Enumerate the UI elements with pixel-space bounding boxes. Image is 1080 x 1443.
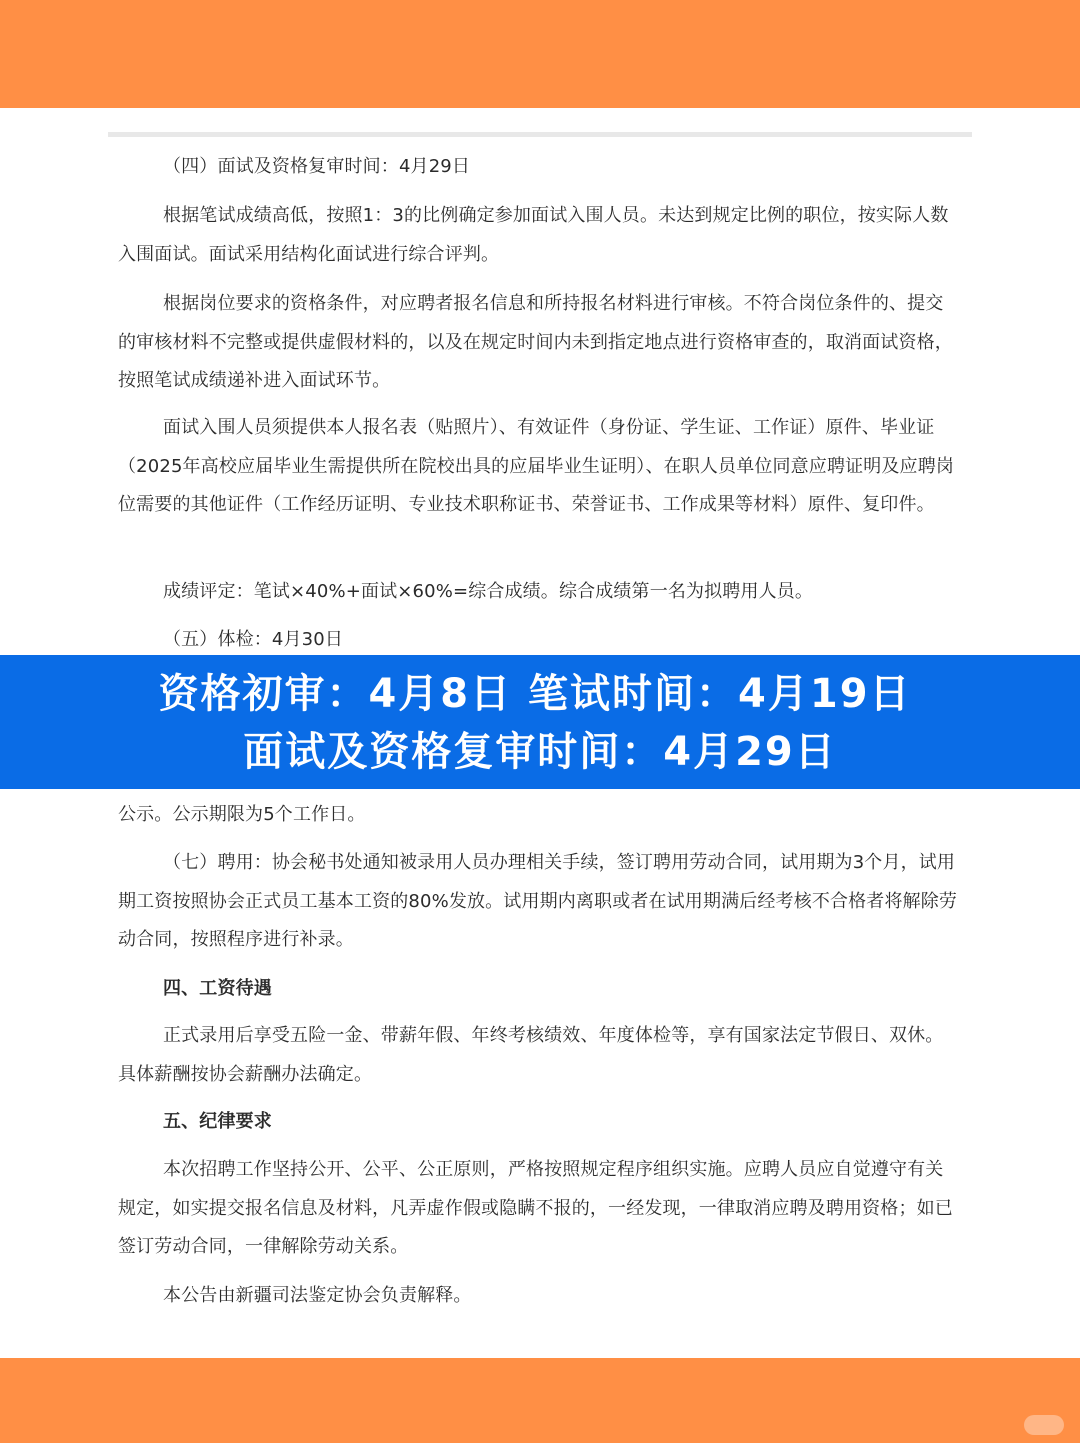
section-7-paragraph: （七）聘用：协会秘书处通知被录用人员办理相关手续，签订聘用劳动合同，试用期为3个月，试用期工资按照协会正式员工基本工资的80%发放。试用期内离职或者在试用期满后经考核不合格者将解除劳动合同，按照程序进行补录。 [118, 852, 958, 950]
closing-statement: 本公告由新疆司法鉴定协会负责解释。 [163, 1285, 472, 1306]
section-4-paragraph-3: 面试入围人员须提供本人报名表（贴照片）、有效证件（身份证、学生证、工作证）原件、毕业证（2025年高校应届毕业生需提供所在院校出具的应届毕业生证明）、在职人员单位同意应聘证明及应聘岗位需要的其他证件（工作经历证明、专业技术职称证书、荣誉证书、工作成果等材料）原件、复印件。 [118, 417, 955, 515]
section-4-paragraph-4: 成绩评定：笔试×40%+面试×60%=综合成绩。综合成绩第一名为拟聘用人员。 [163, 581, 814, 602]
bottom-orange-bar [0, 1358, 1080, 1443]
section-4-heading: （四）面试及资格复审时间：4月29日 [163, 156, 471, 177]
salary-paragraph: 正式录用后享受五险一金、带薪年假、年终考核绩效、年度体检等，享有国家法定节假日、双休。具体薪酬按协会薪酬办法确定。 [118, 1025, 944, 1085]
banner-line-1: 资格初审：4月8日 笔试时间：4月19日 [158, 671, 912, 717]
document-top-edge [108, 132, 972, 137]
discipline-paragraph: 本次招聘工作坚持公开、公平、公正原则，严格按照规定程序组织实施。应聘人员应自觉遵守有关规定，如实提交报名信息及材料，凡弄虚作假或隐瞒不报的，一经发现，一律取消应聘及聘用资格；如已签订劳动合同，一律解除劳动关系。 [118, 1159, 953, 1257]
watermark-badge [1024, 1415, 1064, 1435]
salary-heading: 四、工资待遇 [163, 978, 272, 999]
banner-line-2: 面试及资格复审时间：4月29日 [243, 729, 837, 775]
top-orange-bar [0, 0, 1080, 108]
section-4-paragraph-2: 根据岗位要求的资格条件，对应聘者报名信息和所持报名材料进行审核。不符合岗位条件的、提交的审核材料不完整或提供虚假材料的，以及在规定时间内未到指定地点进行资格审查的，取消面试资格，按照笔试成绩递补进入面试环节。 [118, 293, 953, 391]
discipline-heading: 五、纪律要求 [163, 1111, 272, 1132]
section-6-tail: 公示。公示期限为5个工作日。 [118, 804, 366, 825]
key-dates-banner [0, 655, 1080, 789]
section-4-paragraph-1: 根据笔试成绩高低，按照1：3的比例确定参加面试入围人员。未达到规定比例的职位，按实际人数入围面试。面试采用结构化面试进行综合评判。 [118, 205, 949, 265]
section-5-heading: （五）体检：4月30日 [163, 629, 344, 650]
